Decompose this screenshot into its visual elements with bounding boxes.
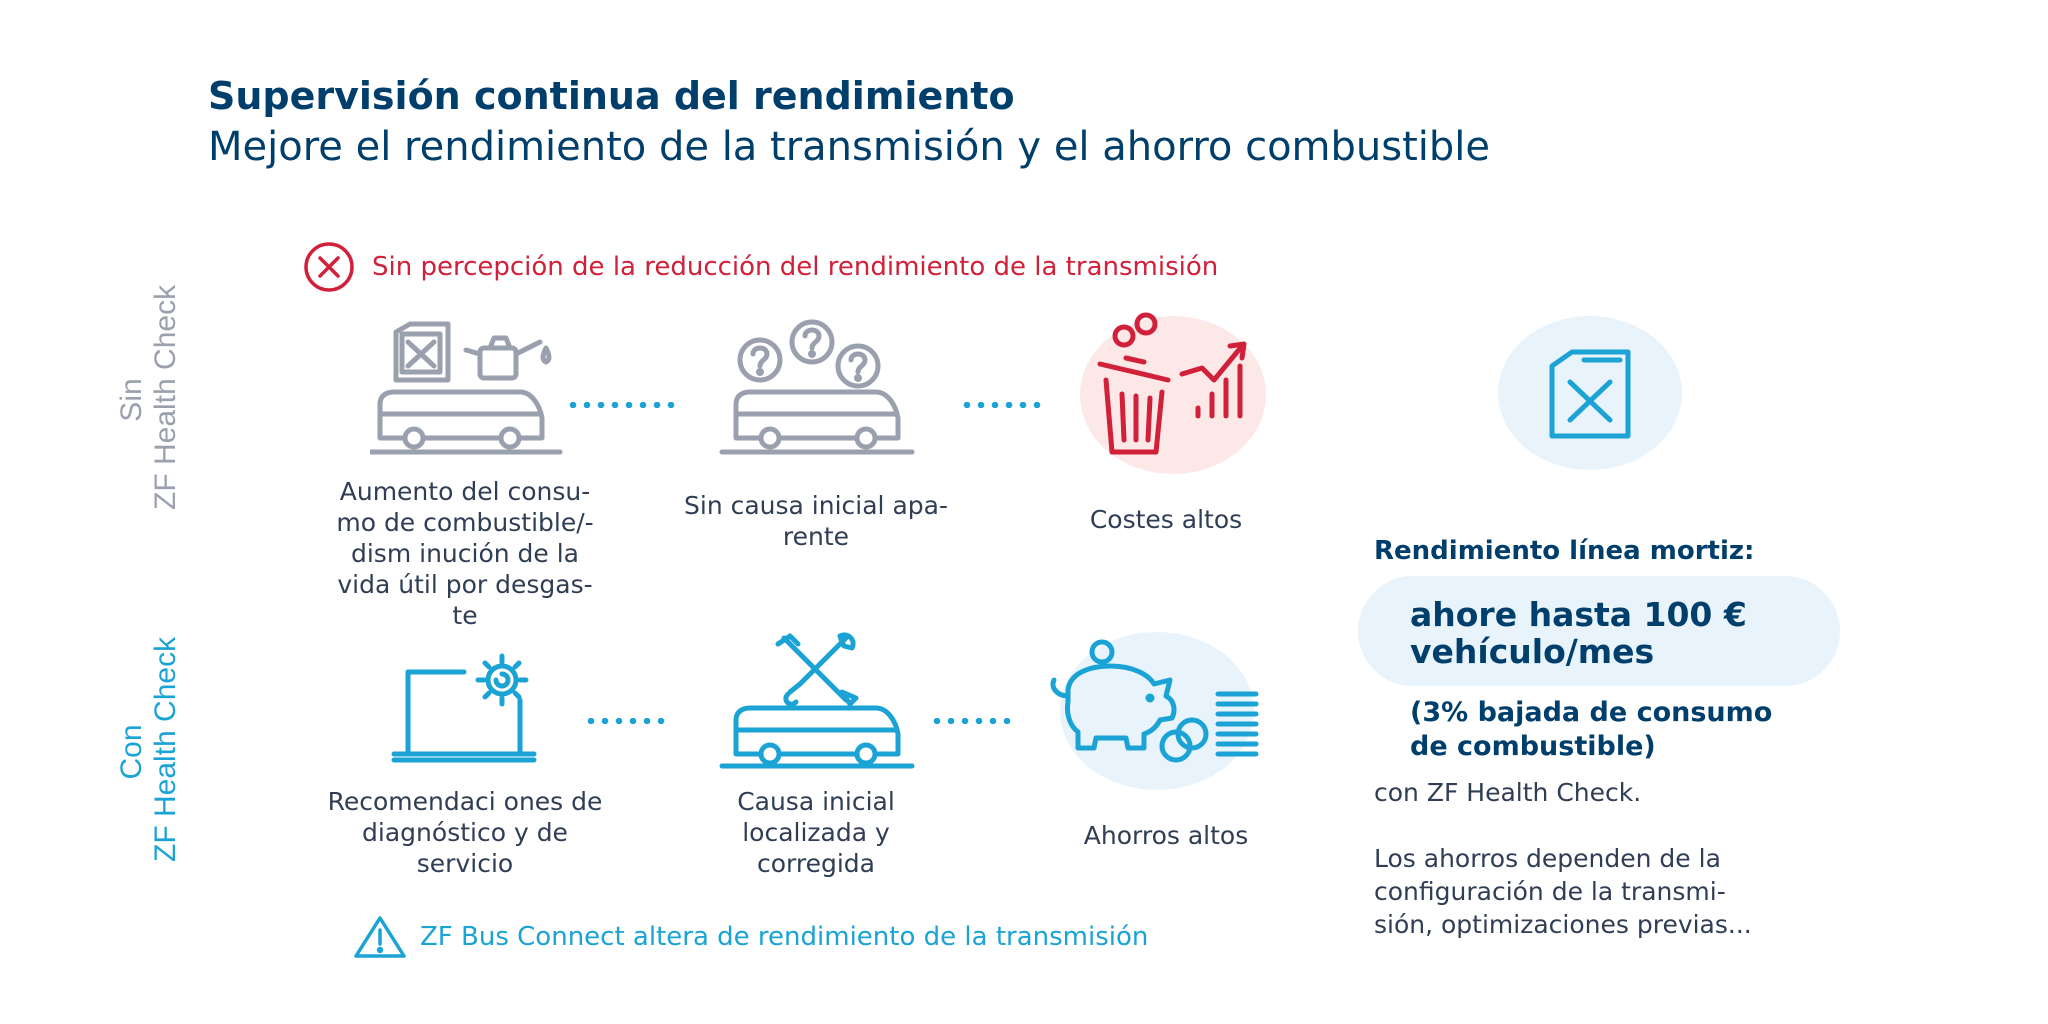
piggy-bank-icon bbox=[1053, 642, 1174, 748]
alert-no-perception: Sin percepción de la reducción del rendimiento de la transmisión bbox=[372, 252, 1219, 282]
savings-disclaimer bbox=[1374, 842, 1752, 941]
coin-icon bbox=[1115, 315, 1155, 345]
tools-icon bbox=[778, 635, 856, 704]
caption-line: corregida bbox=[757, 849, 875, 878]
fuel-consumption-bus-illustration bbox=[370, 318, 570, 458]
caption-line: te bbox=[452, 601, 478, 630]
savings-amount-line1: ahore hasta 100 € bbox=[1410, 595, 1747, 634]
bus-icon bbox=[370, 392, 560, 452]
caption-no-cause bbox=[656, 490, 976, 552]
repair-bus-illustration bbox=[716, 632, 916, 772]
caption-line: localizada y bbox=[742, 818, 890, 847]
caption-line: dism inución de la bbox=[350, 539, 579, 568]
row-label-with-line1: Con bbox=[115, 724, 148, 780]
caption-line: Costes altos bbox=[1089, 505, 1243, 534]
fuel-can-icon bbox=[396, 324, 448, 380]
gear-icon bbox=[478, 656, 526, 704]
alert-bus-connect: ZF Bus Connect altera de rendimiento de la transmisión bbox=[420, 922, 1149, 952]
caption-line: Causa inicial bbox=[737, 787, 895, 816]
caption-line: mo de combustible/- bbox=[336, 508, 594, 537]
connector-dots bbox=[566, 402, 678, 408]
caption-line: Aumento del consu- bbox=[339, 477, 591, 506]
row-label-without-line1: Sin bbox=[115, 378, 148, 422]
caption-diagnostics bbox=[290, 786, 640, 879]
high-cost-illustration bbox=[1090, 308, 1270, 458]
connector-dots bbox=[960, 402, 1044, 408]
question-icon bbox=[740, 340, 780, 380]
page-subtitle: Mejore el rendimiento de la transmisión y el ahorro combustible bbox=[208, 124, 1491, 170]
savings-illustration bbox=[1040, 638, 1266, 768]
bus-icon bbox=[722, 708, 912, 766]
row-label-without-line2: ZF Health Check bbox=[149, 284, 182, 510]
disclaimer-line2: configuración de la transmi- bbox=[1374, 877, 1726, 906]
savings-amount-line2: vehículo/mes bbox=[1410, 632, 1655, 671]
with-health-check-text: con ZF Health Check. bbox=[1374, 778, 1642, 807]
rising-chart-icon bbox=[1182, 344, 1244, 416]
savings-note bbox=[1410, 696, 1772, 764]
caption-high-savings bbox=[1046, 820, 1286, 851]
savings-amount bbox=[1410, 596, 1747, 670]
connector-dots bbox=[584, 718, 668, 724]
coin-stack-icon bbox=[1162, 694, 1256, 760]
x-circle-icon bbox=[302, 240, 356, 294]
bus-icon bbox=[722, 392, 912, 452]
disclaimer-line1: Los ahorros dependen de la bbox=[1374, 844, 1721, 873]
performance-heading: Rendimiento línea mortiz: bbox=[1374, 536, 1755, 566]
connector-dots bbox=[930, 718, 1014, 724]
question-icon bbox=[838, 346, 878, 386]
caption-cause-fixed bbox=[676, 786, 956, 879]
caption-line: servicio bbox=[416, 849, 514, 878]
caption-line: rente bbox=[782, 522, 850, 551]
warning-triangle-icon bbox=[352, 914, 408, 960]
savings-note-line2: de combustible) bbox=[1410, 731, 1656, 762]
trash-can-icon bbox=[1100, 358, 1168, 452]
page-title: Supervisión continua del rendimiento bbox=[208, 74, 1015, 118]
row-label-with-line2: ZF Health Check bbox=[149, 636, 182, 862]
row-label-with bbox=[115, 636, 185, 862]
unknown-cause-bus-illustration bbox=[716, 316, 916, 458]
caption-line: Recomendaci ones de bbox=[327, 787, 603, 816]
caption-line: diagnóstico y de bbox=[362, 818, 568, 847]
caption-line: Ahorros altos bbox=[1083, 821, 1249, 850]
diagnostics-laptop-illustration bbox=[390, 650, 540, 766]
savings-note-line1: (3% bajada de consumo bbox=[1410, 697, 1773, 728]
disclaimer-line3: sión, optimizaciones previas... bbox=[1374, 910, 1752, 939]
fuel-can-icon bbox=[1548, 346, 1634, 442]
caption-high-costs bbox=[1046, 504, 1286, 535]
row-label-without bbox=[115, 284, 185, 510]
caption-line: Sin causa inicial apa- bbox=[684, 491, 948, 520]
question-icon bbox=[792, 322, 832, 362]
oil-can-icon bbox=[466, 338, 549, 378]
caption-fuel-increase bbox=[300, 476, 630, 631]
caption-line: vida útil por desgas- bbox=[337, 570, 593, 599]
